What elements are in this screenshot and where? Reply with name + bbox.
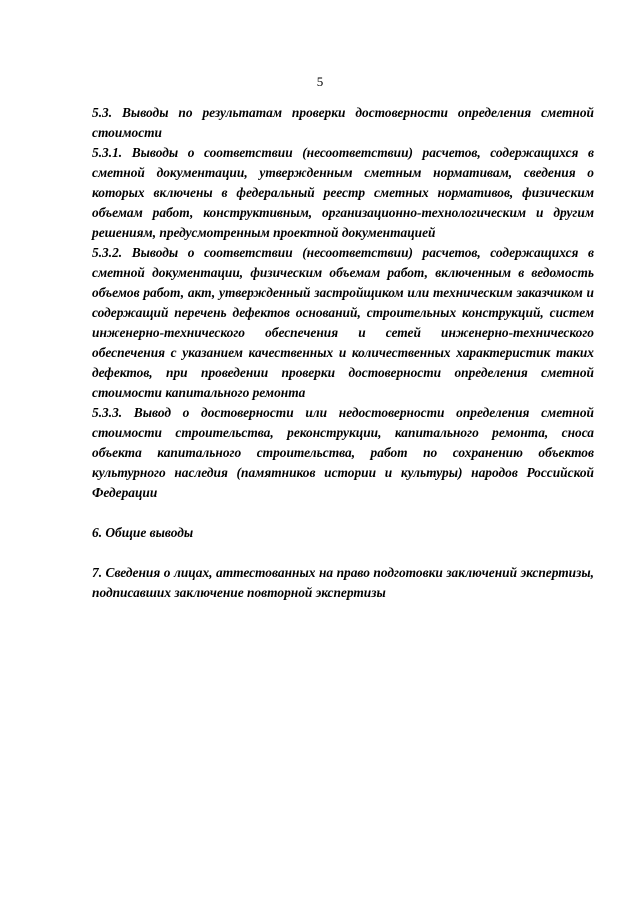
- document-body: [92, 103, 594, 603]
- page-number: 5: [316, 74, 324, 89]
- paragraph-spacer: [92, 503, 594, 523]
- section-heading-7: 7. Сведения о лицах, аттестованных на право подготовки заключений экспертизы, подписавших заключение повторной экспертизы: [92, 565, 594, 600]
- section-heading-5-3-2: 5.3.2. Выводы о соответствии (несоответствии) расчетов, содержащихся в сметной документации, физическим объемам работ, включенным в ведомость объемов работ, акт, утвержденный застройщиком или техническим заказчиком и содержащий перечень дефектов оснований, строительных конструкций, систем инженерно-технического обеспечения и сетей инженерно-технического обеспечения с указанием качественных и количественных характеристик таких дефектов, при проведении проверки достоверности определения сметной стоимости капитального ремонта: [92, 245, 594, 400]
- section-heading-5-3: 5.3. Выводы по результатам проверки достоверности определения сметной стоимости: [92, 105, 594, 140]
- paragraph-spacer: [92, 543, 594, 563]
- section-heading-5-3-3: 5.3.3. Вывод о достоверности или недостоверности определения сметной стоимости строительства, реконструкции, капитального ремонта, сноса объекта капитального строительства, работ по сохранению объектов культурного наследия (памятников истории и культуры) народов Российской Федерации: [92, 405, 594, 500]
- section-heading-6: 6. Общие выводы: [92, 525, 194, 540]
- section-heading-5-3-1: 5.3.1. Выводы о соответствии (несоответствии) расчетов, содержащихся в сметной документации, утвержденным сметным нормативам, сведения о которых включены в федеральный реестр сметных нормативов, физическим объемам работ, конструктивным, организационно-технологическим и другим решениям, предусмотренным проектной документацией: [92, 145, 594, 240]
